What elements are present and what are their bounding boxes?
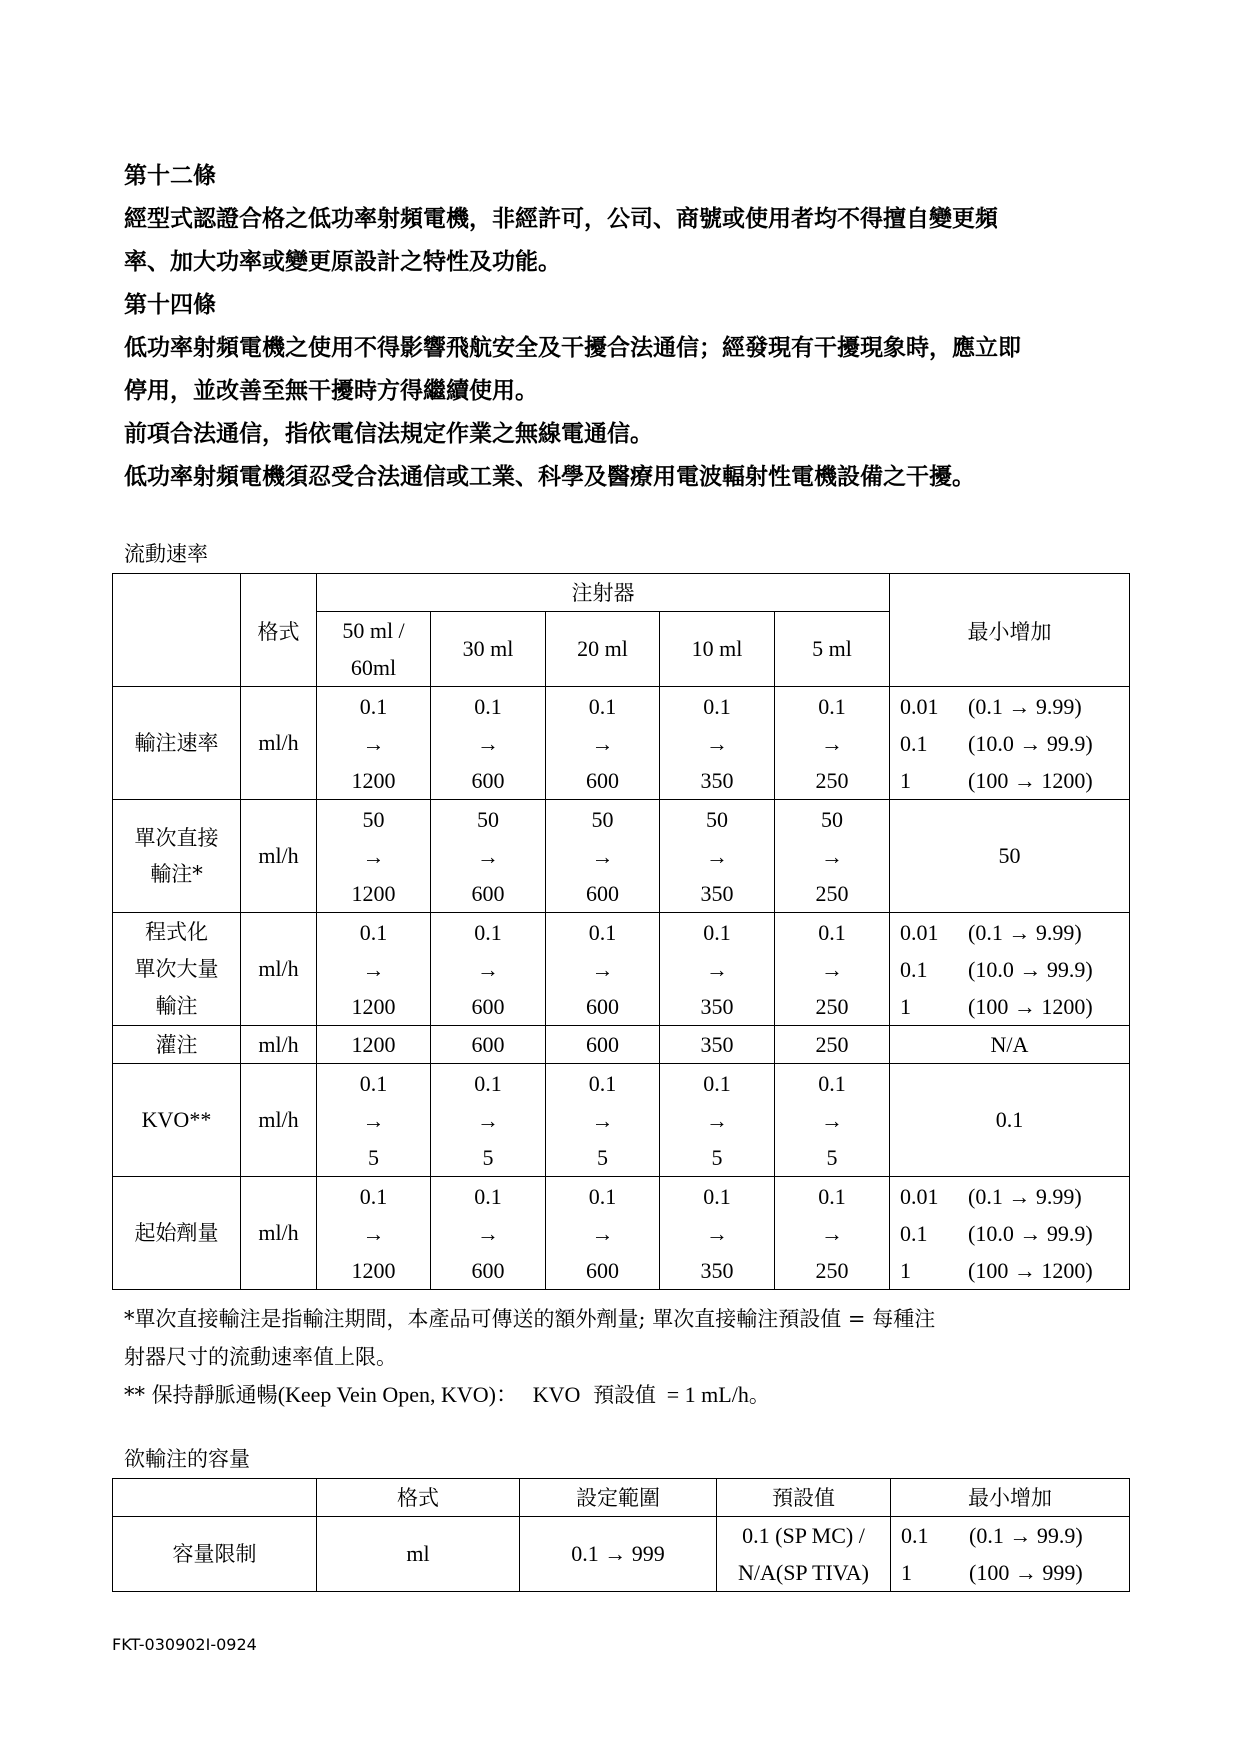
increment-cell: 0.1: [890, 1064, 1130, 1177]
range-cell: 0.1 → 5: [317, 1064, 431, 1177]
table-row: [113, 800, 1130, 913]
format-header: 格式: [241, 574, 317, 687]
article-12-title: 第十二條: [124, 163, 216, 189]
setting-range-header: 設定範圍: [520, 1479, 717, 1517]
volume-table-caption: 欲輸注的容量: [124, 1447, 250, 1471]
range-cell: 0.1 → 5: [546, 1064, 660, 1177]
unit-cell: ml/h: [241, 800, 317, 913]
row-label: 起始劑量: [113, 1177, 241, 1290]
default-cell: 0.1 (SP MC) / N/A(SP TIVA): [717, 1517, 891, 1592]
range-cell: 0.1 → 1200: [317, 913, 431, 1026]
range-cell: 0.1 → 350: [660, 687, 775, 800]
article-14-text-line-4: 低功率射頻電機須忍受合法通信或工業、科學及醫療用電波輻射性電機設備之干擾。: [124, 464, 975, 490]
size-50ml-header: 50 ml / 60ml: [317, 612, 431, 687]
article-14-title: 第十四條: [124, 292, 216, 318]
table-row: [113, 913, 1130, 1026]
range-cell: 50 → 350: [660, 800, 775, 913]
table-row: [113, 1517, 1130, 1592]
value-cell: 1200: [317, 1026, 431, 1064]
footnote-kvo: ** 保持靜脈通暢(Keep Vein Open, KVO)： KVO 預設值 = 1 mL/h。: [124, 1382, 770, 1407]
increment-cell: N/A: [890, 1026, 1130, 1064]
table-row: [113, 687, 1130, 800]
range-cell: 0.1 → 5: [660, 1064, 775, 1177]
row-label: 容量限制: [113, 1517, 317, 1592]
unit-cell: ml/h: [241, 687, 317, 800]
range-cell: 0.1 → 999: [520, 1517, 717, 1592]
footnote-bolus: *單次直接輸注是指輸注期間，本產品可傳送的額外劑量; 單次直接輸注預設值 = 每種注: [124, 1307, 936, 1331]
size-20ml-header: 20 ml: [546, 612, 660, 687]
flow-rate-table: [112, 573, 1130, 1290]
increment-cell: 50: [890, 800, 1130, 913]
range-cell: 0.1 → 600: [431, 1177, 546, 1290]
table-row: [113, 1064, 1130, 1177]
range-cell: 0.1 → 5: [775, 1064, 890, 1177]
row-label: 單次直接 輸注*: [113, 800, 241, 913]
range-cell: 0.1 → 600: [431, 913, 546, 1026]
size-5ml-header: 5 ml: [775, 612, 890, 687]
increment-cell: 0.01 (0.1 → 9.99) 0.1 (10.0 → 99.9) 1 (100 → 1200): [890, 687, 1130, 800]
range-cell: 50 → 250: [775, 800, 890, 913]
table-row: [113, 1177, 1130, 1290]
range-cell: 0.1 → 250: [775, 1177, 890, 1290]
format-header: 格式: [317, 1479, 520, 1517]
increment-cell: 0.01 (0.1 → 9.99) 0.1 (10.0 → 99.9) 1 (100 → 1200): [890, 1177, 1130, 1290]
volume-table: [112, 1478, 1130, 1592]
range-cell: 50 → 1200: [317, 800, 431, 913]
unit-cell: ml/h: [241, 913, 317, 1026]
flow-table-caption: 流動速率: [124, 542, 208, 566]
range-cell: 0.1 → 1200: [317, 687, 431, 800]
article-14-text-line-1: 低功率射頻電機之使用不得影響飛航安全及干擾合法通信；經發現有干擾現象時，應立即: [124, 335, 1021, 361]
size-10ml-header: 10 ml: [660, 612, 775, 687]
unit-cell: ml/h: [241, 1177, 317, 1290]
range-cell: 0.1 → 1200: [317, 1177, 431, 1290]
syringe-header: 注射器: [317, 574, 890, 612]
footnote-bolus-cont: 射器尺寸的流動速率值上限。: [124, 1345, 397, 1369]
article-12-text-line-2: 率、加大功率或變更原設計之特性及功能。: [124, 249, 561, 275]
default-value-header: 預設值: [717, 1479, 891, 1517]
row-label: 輸注速率: [113, 687, 241, 800]
range-cell: 0.1 → 600: [546, 687, 660, 800]
min-increment-header: 最小增加: [890, 574, 1130, 687]
unit-cell: ml/h: [241, 1026, 317, 1064]
row-label: 灌注: [113, 1026, 241, 1064]
unit-cell: ml/h: [241, 1064, 317, 1177]
range-cell: 0.1 → 5: [431, 1064, 546, 1177]
min-increment-header: 最小增加: [891, 1479, 1130, 1517]
article-14-text-line-3: 前項合法通信，指依電信法規定作業之無線電通信。: [124, 421, 653, 447]
row-label: KVO**: [113, 1064, 241, 1177]
article-14-text-line-2: 停用，並改善至無干擾時方得繼續使用。: [124, 378, 538, 404]
table-row: [113, 1026, 1130, 1064]
increment-cell: 0.1 (0.1 → 99.9) 1 (100 → 999): [891, 1517, 1130, 1592]
corner-cell: [113, 1479, 317, 1517]
range-cell: 0.1 → 350: [660, 1177, 775, 1290]
regulation-articles: [124, 155, 1124, 499]
value-cell: 600: [431, 1026, 546, 1064]
range-cell: 0.1 → 350: [660, 913, 775, 1026]
row-label: 程式化 單次大量 輸注: [113, 913, 241, 1026]
value-cell: 250: [775, 1026, 890, 1064]
unit-cell: ml: [317, 1517, 520, 1592]
size-30ml-header: 30 ml: [431, 612, 546, 687]
footnotes: [124, 1300, 1124, 1414]
article-12-text-line-1: 經型式認證合格之低功率射頻電機，非經許可，公司、商號或使用者均不得擅自變更頻: [124, 206, 998, 232]
range-cell: 50 → 600: [431, 800, 546, 913]
corner-cell: [113, 574, 241, 687]
range-cell: 0.1 → 600: [431, 687, 546, 800]
range-cell: 0.1 → 600: [546, 913, 660, 1026]
range-cell: 50 → 600: [546, 800, 660, 913]
value-cell: 600: [546, 1026, 660, 1064]
range-cell: 0.1 → 600: [546, 1177, 660, 1290]
range-cell: 0.1 → 250: [775, 687, 890, 800]
value-cell: 350: [660, 1026, 775, 1064]
range-cell: 0.1 → 250: [775, 913, 890, 1026]
document-code: FKT-030902I-0924: [112, 1635, 257, 1654]
increment-cell: 0.01 (0.1 → 9.99) 0.1 (10.0 → 99.9) 1 (100 → 1200): [890, 913, 1130, 1026]
